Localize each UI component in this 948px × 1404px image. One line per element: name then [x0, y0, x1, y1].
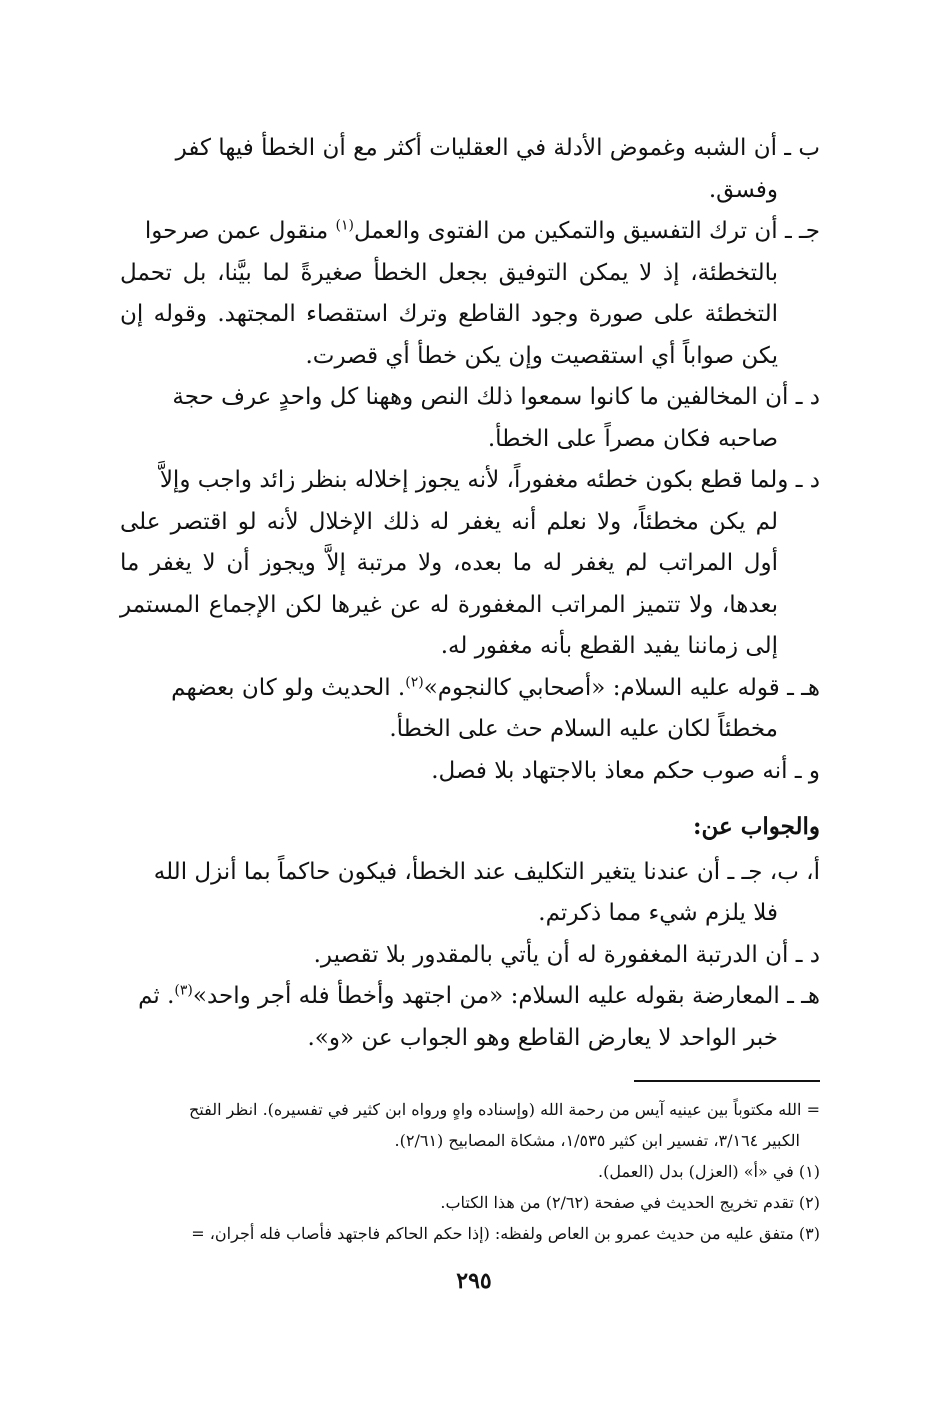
item-continuation: وفسق. — [708, 176, 778, 203]
item-text: أن المخالفين ما كانوا سمعوا ذلك النص وههنا كل واحدٍ عرف حجة — [172, 384, 789, 410]
item-continuation: فلا يلزم شيء مما ذكرتم. — [538, 900, 778, 926]
item-text: المعارضة بقوله عليه السلام: «من اجتهد وأخطأ فله أجر واحد» — [192, 983, 780, 1009]
footnote-ref: (١) — [335, 217, 354, 234]
item-marker: و ـ — [794, 757, 820, 784]
item-text: . ثم — [138, 983, 175, 1009]
footnote-marker: (٣) — [798, 1224, 820, 1243]
item-continuation: مخطئاً لكان عليه السلام حث على الخطأ. — [389, 716, 778, 742]
footnote-ref: (٣) — [174, 982, 193, 999]
answer-item-d — [120, 935, 820, 977]
item-marker: هـ ـ — [787, 674, 820, 701]
footnote-3 — [120, 1218, 820, 1249]
answer-item-h — [120, 976, 820, 1059]
item-text: أن عندنا يتغير التكليف عند الخطأ، فيكون حاكماً بما أنزل الله — [153, 858, 721, 885]
footnote-marker: = — [806, 1100, 820, 1119]
footnote-text: متفق عليه من حديث عمرو بن العاص ولفظه: (إذا حكم الحاكم فاجتهد فأصاب فله أجران، = — [191, 1224, 794, 1243]
objection-item-h — [120, 668, 820, 751]
objection-item-d1 — [120, 377, 820, 460]
item-text: منقول عمن صرحوا — [144, 218, 336, 244]
item-marker: أ، ب، جـ ـ — [727, 858, 820, 885]
main-text — [120, 128, 820, 1059]
footnote-text: في «أ» (العزل) بدل (العمل). — [598, 1162, 794, 1181]
item-continuation: خبر الواحد لا يعارض القاطع وهو الجواب عن «و». — [307, 1024, 778, 1051]
item-marker: د ـ — [795, 384, 820, 410]
item-marker: د ـ — [795, 467, 820, 493]
item-text: . الحديث ولو كان بعضهم — [171, 674, 406, 701]
item-continuation: بالتخطئة، إذ لا يمكن التوفيق بجعل الخطأ صغيرةً لما بيَّنا، بل تحمل التخطئة على صورة وجود القاطع وترك استقصاء المجتهد. وقوله إن يكن صواباً أي استقصيت وإن يكن خطأ أي قصرت. — [120, 259, 778, 369]
footnotes — [120, 1094, 820, 1249]
item-marker: هـ ـ — [787, 983, 820, 1009]
footnote-text: تقدم تخريج الحديث في صفحة (٢/٦٢) من هذا الكتاب. — [440, 1193, 794, 1212]
footnote-marker: (٢) — [798, 1193, 820, 1212]
footnote-2 — [120, 1187, 820, 1218]
answer-item-abj — [120, 852, 820, 935]
item-text: ولما قطع بكون خطئه مغفوراً، لأنه يجوز إخلاله بنظر زائد واجب وإلاَّ — [159, 467, 789, 493]
footnote-divider — [634, 1080, 820, 1082]
item-text: قوله عليه السلام: «أصحابي كالنجوم» — [423, 674, 780, 701]
answer-heading: والجواب عن: — [692, 813, 820, 840]
footnote-1 — [120, 1156, 820, 1187]
item-continuation: لم يكن مخطئاً، ولا نعلم أنه يغفر له ذلك الإخلال لأنه لو اقتصر على أول المراتب لم يغفر له ما بعده، ولا مرتبة إلاَّ ويجوز أن لا يغفر ما بعدها، ولا تتميز المراتب المغفورة له عن غيرها لكن الإجماع المستمر إلى زماننا يفيد القطع بأنه مغفور له. — [120, 508, 778, 659]
item-text: أن الدرتبة المغفورة له أن يأتي بالمقدور بلا تقصير. — [313, 941, 789, 968]
item-text: أن الشبه وغموض الأدلة في العقليات أكثر مع أن الخطأ فيها كفر — [175, 135, 777, 161]
footnote-marker: (١) — [798, 1162, 820, 1181]
item-marker: ب ـ — [784, 135, 820, 161]
item-marker: د ـ — [795, 941, 820, 968]
footnote-ref: (٢) — [405, 673, 424, 690]
footnote-continuation: الكبير ٣/١٦٤، تفسير ابن كثير ١/٥٣٥، مشكاة المصابيح (٢/٦١). — [394, 1131, 800, 1150]
item-marker: جـ ـ — [784, 218, 820, 244]
footnote-text: الله مكتوباً بين عينيه آيس من رحمة الله (وإسناده واهٍ ورواه ابن كثير في تفسيره). انظر الفتح — [188, 1100, 802, 1119]
footnote-continued — [120, 1094, 820, 1156]
item-continuation: صاحبه فكان مصراً على الخطأ. — [487, 425, 778, 452]
objection-item-d2 — [120, 460, 820, 668]
page-number: ٢٩٥ — [456, 1268, 492, 1294]
item-text: أنه صوب حكم معاذ بالاجتهاد بلا فصل. — [431, 757, 788, 784]
item-text: أن ترك التفسيق والتمكين من الفتوى والعمل — [353, 218, 778, 244]
objection-item-w — [120, 751, 820, 793]
objection-item-j — [120, 211, 820, 377]
objection-item-b — [120, 128, 820, 211]
